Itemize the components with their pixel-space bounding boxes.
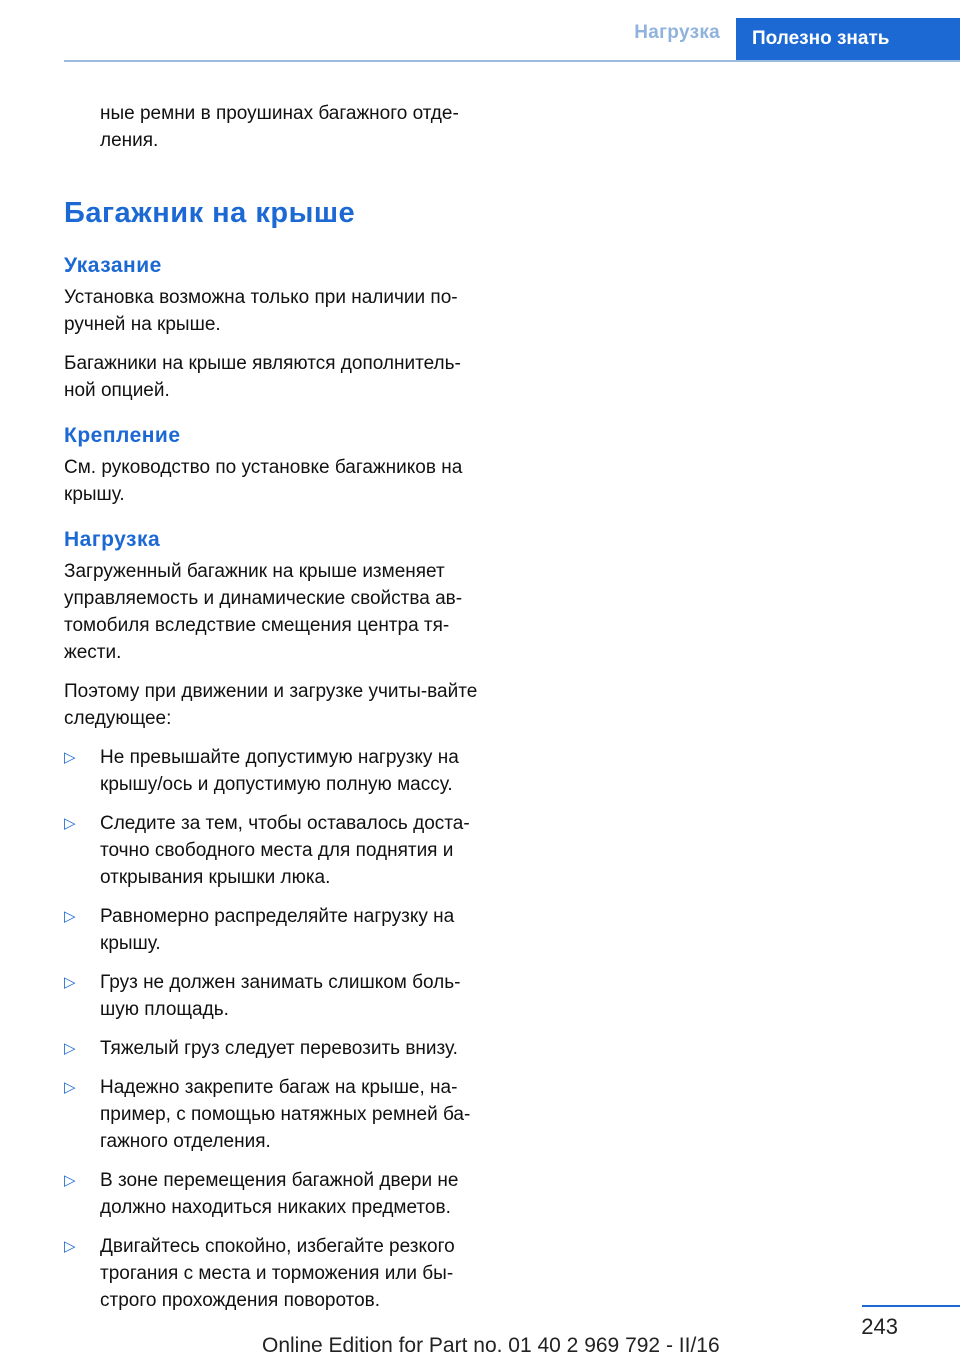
triangle-right-icon: ▷ (64, 974, 76, 991)
page-number: 243 (861, 1314, 898, 1339)
triangle-right-icon: ▷ (64, 1172, 76, 1189)
footer-rule (862, 1305, 960, 1307)
list-item-text: Груз не должен занимать слишком боль-шую площадь. (100, 972, 461, 1020)
mounting-paragraph: См. руководство по установке багажников на крышу. (64, 457, 463, 505)
breadcrumb-section[interactable]: Нагрузка (634, 22, 720, 43)
triangle-right-icon: ▷ (64, 1079, 76, 1096)
list-item-text: В зоне перемещения багажной двери не должно находиться никаких предметов. (100, 1170, 459, 1218)
mounting-heading: Крепление (64, 424, 181, 447)
list-item (64, 810, 484, 891)
load-list (64, 744, 484, 1314)
list-item (64, 1035, 484, 1062)
triangle-right-icon: ▷ (64, 749, 76, 766)
triangle-right-icon: ▷ (64, 1040, 76, 1057)
section-title: Багажник на крыше (64, 197, 356, 229)
edition-footer: Online Edition for Part no. 01 40 2 969 792 - II/16 (262, 1334, 720, 1357)
header-rule (64, 60, 960, 62)
list-item (64, 744, 484, 798)
list-item (64, 1074, 484, 1155)
list-item-text: Не превышайте допустимую нагрузку на крышу/ось и допустимую полную массу. (100, 747, 459, 795)
list-item-text: Двигайтесь спокойно, избегайте резкого трогания с места и торможения или бы-строго прохождения поворотов. (100, 1236, 455, 1311)
load-heading: Нагрузка (64, 528, 161, 551)
list-item (64, 1233, 484, 1314)
list-item-text: Следите за тем, чтобы оставалось доста-точно свободного места для поднятия и открывания крышки люка. (100, 813, 470, 888)
note-paragraph: Багажники на крыше являются дополнитель-ной опцией. (64, 353, 461, 401)
triangle-right-icon: ▷ (64, 908, 76, 925)
load-paragraph: Загруженный багажник на крыше изменяет управляемость и динамические свойства ав-томобиля вследствие смещения центра тя-жести. (64, 561, 463, 663)
triangle-right-icon: ▷ (64, 815, 76, 832)
breadcrumb-chapter[interactable]: Полезно знать (736, 18, 960, 60)
list-item-text: Надежно закрепите багаж на крыше, на-пример, с помощью натяжных ремней ба-гажного отделения. (100, 1077, 471, 1152)
page-content (64, 100, 484, 1326)
list-item (64, 903, 484, 957)
list-item (64, 969, 484, 1023)
list-item (64, 1167, 484, 1221)
triangle-right-icon: ▷ (64, 1238, 76, 1255)
list-item-text: Равномерно распределяйте нагрузку на крышу. (100, 906, 455, 954)
list-item-text: Тяжелый груз следует перевозить внизу. (100, 1038, 458, 1059)
continued-paragraph: ные ремни в проушинах багажного отде-ления. (100, 103, 459, 151)
load-paragraph: Поэтому при движении и загрузке учиты-вайте следующее: (64, 681, 478, 729)
note-heading: Указание (64, 254, 162, 277)
note-paragraph: Установка возможна только при наличии по-ручней на крыше. (64, 287, 458, 335)
